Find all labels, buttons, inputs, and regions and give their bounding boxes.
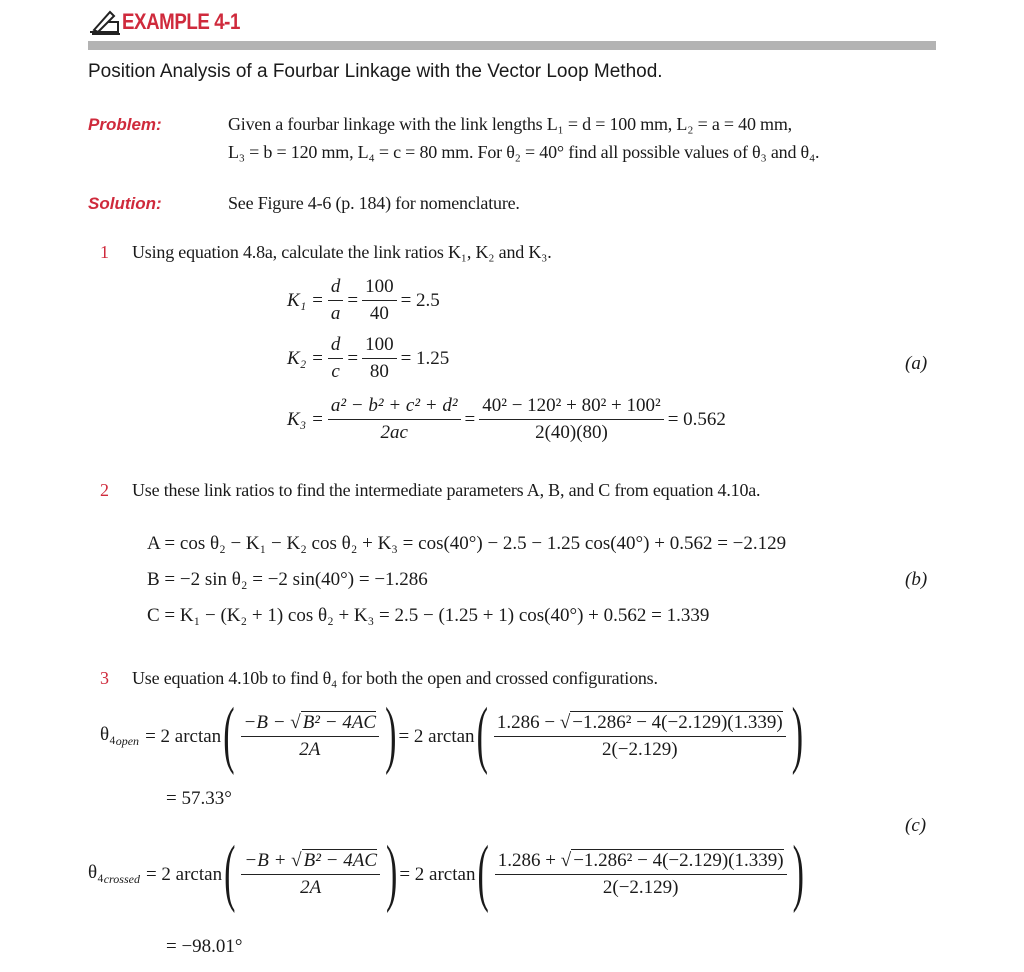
step-text: Using equation 4.8a, calculate the link ratios K₁, K₂ and K₃. <box>132 242 552 262</box>
equation-tag-b: (b) <box>905 569 928 590</box>
eq-lhs: K₂ = <box>287 347 324 369</box>
equation-B: B = −2 sin θ₂ = −2 sin(40°) = −1.286 <box>147 569 428 590</box>
solution-label: Solution: <box>88 194 162 213</box>
step-text: Use these link ratios to find the intermediate parameters A, B, and C from equation 4.10a. <box>132 480 761 500</box>
denominator: 2ac <box>380 422 408 443</box>
denominator: 80 <box>369 361 389 382</box>
numerator: d <box>328 334 344 359</box>
numerator: d <box>328 276 344 301</box>
step-number: 2 <box>100 480 109 500</box>
equation-k3 <box>287 395 726 444</box>
step-number: 1 <box>100 242 109 262</box>
eq-lhs: $\theta_4_{open}$ <box>100 724 140 748</box>
problem-label: Problem: <box>88 115 162 134</box>
equation-tag-a: (a) <box>905 353 928 374</box>
theta4-open-result: = 57.33° <box>166 788 232 809</box>
equation-k1 <box>287 276 440 325</box>
step-number: 3 <box>100 668 109 688</box>
solution-text: See Figure 4-6 (p. 184) for nomenclature. <box>228 193 520 213</box>
denominator: c <box>331 361 340 382</box>
example-title: EXAMPLE 4-1 <box>122 9 240 34</box>
problem-line-1: Given a fourbar linkage with the link lengths L₁ = d = 100 mm, L₂ = a = 40 mm, <box>228 114 792 134</box>
eq-sign: = <box>347 347 359 369</box>
equation-k2 <box>287 334 449 383</box>
eq-result: = 2.5 <box>400 289 440 311</box>
eq-lhs: K₁ = <box>287 289 324 311</box>
eq-sign: = <box>347 289 359 311</box>
problem-line-2: L₃ = b = 120 mm, L₄ = c = 80 mm. For θ₂ = 40° find all possible values of θ₃ and θ₄. <box>228 142 820 162</box>
theta4-crossed-result: = −98.01° <box>166 936 243 957</box>
eq-arctan: = 2 arctan <box>145 725 222 747</box>
equation-tag-c: (c) <box>905 815 927 836</box>
equation-theta4-crossed: $\theta_4_{crossed}$ = 2 arctan ( $\frac{\text{−B + √ B² − 4AC}}{2A}$ ) = 2 arctan ( $\frac{\text{1.286 + √ −1.286² − 4(−2.129)(1.339)}}{2(-2.129)}$ ) <box>88 832 804 915</box>
eq-result: = 1.25 <box>400 347 450 369</box>
denominator: a <box>330 303 341 324</box>
numerator: 100 <box>362 334 397 359</box>
title-divider <box>88 41 936 50</box>
equation-A: A = cos θ₂ − K₁ − K₂ cos θ₂ + K₃ = cos(40°) − 2.5 − 1.25 cos(40°) + 0.562 = −2.129 <box>147 533 787 554</box>
equation-C: C = K₁ − (K₂ + 1) cos θ₂ + K₃ = 2.5 − (1.25 + 1) cos(40°) + 0.562 = 1.339 <box>147 605 710 626</box>
eq-result: = 0.562 <box>667 408 726 430</box>
eq-arctan: = 2 arctan <box>145 863 223 885</box>
step-text: Use equation 4.10b to find θ₄ for both the open and crossed configurations. <box>132 668 658 688</box>
numerator: a² − b² + c² + d² <box>328 395 461 420</box>
pencil-hand-icon <box>88 8 122 41</box>
equation-theta4-open: $\theta_4_{open}$ = 2 arctan ( $\frac{\text{−B − √ B² − 4AC}}{2A}$ ) = 2 arctan ( $\frac{\text{1.286 − √ −1.286² − 4(−2.129)(1.339)}}{2(-2.129)}$ ) <box>100 694 804 777</box>
eq-lhs: K₃ = <box>287 408 324 430</box>
eq-arctan: = 2 arctan <box>399 863 476 885</box>
numerator: 100 <box>362 276 397 301</box>
eq-sign: = <box>464 408 476 430</box>
denominator: 40 <box>369 303 389 324</box>
eq-lhs: $\theta_4_{crossed}$ <box>88 862 140 886</box>
eq-arctan: = 2 arctan <box>398 725 475 747</box>
numerator: 40² − 120² + 80² + 100² <box>479 395 663 420</box>
example-subtitle: Position Analysis of a Fourbar Linkage with the Vector Loop Method. <box>88 61 663 82</box>
denominator: 2(40)(80) <box>535 422 608 443</box>
